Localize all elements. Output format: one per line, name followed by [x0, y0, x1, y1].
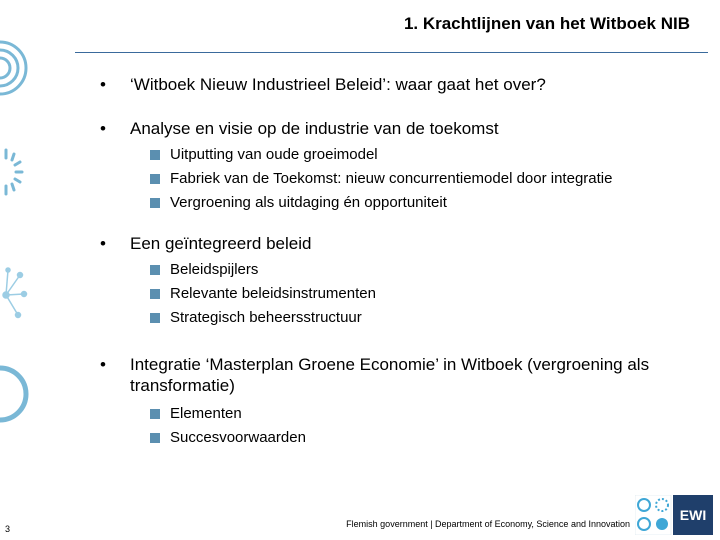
sub-list: [100, 402, 715, 450]
decorative-motifs: [0, 0, 40, 440]
bullet-item: [100, 118, 715, 215]
concentric-circles-icon: [0, 42, 26, 94]
bullet-dot: •: [100, 75, 106, 94]
bullet-item: [100, 354, 715, 450]
bullet-list: [100, 70, 715, 450]
bullet-item: [100, 233, 715, 330]
sub-item: Vergroening als uitdaging én opportuniteit: [100, 191, 715, 215]
sub-list: [100, 258, 715, 330]
sunburst-icon: [6, 150, 22, 194]
square-bullet-icon: [150, 289, 160, 299]
square-bullet-icon: [150, 265, 160, 275]
bullet-dot: •: [100, 234, 106, 253]
arc-icon: [0, 368, 26, 420]
bullet-dot: •: [100, 355, 106, 374]
sub-item: Beleidspijlers: [100, 258, 715, 282]
square-bullet-icon: [150, 433, 160, 443]
footer-text: Flemish government | Department of Economy, Science and Innovation: [346, 519, 630, 529]
square-bullet-icon: [150, 198, 160, 208]
logo-text: EWI: [679, 507, 707, 523]
square-bullet-icon: [150, 409, 160, 419]
logo-star-icon: [656, 518, 668, 530]
sub-item: Uitputting van oude groeimodel: [100, 143, 715, 167]
sub-list: [100, 143, 715, 215]
sub-item: Strategisch beheersstructuur: [100, 306, 715, 330]
square-bullet-icon: [150, 313, 160, 323]
bullet-item: [100, 74, 715, 95]
bullet-text: Een geïntegreerd beleid: [130, 234, 312, 253]
title-divider: [75, 52, 708, 53]
page-number: 3: [5, 524, 11, 534]
sub-item: Fabriek van de Toekomst: nieuw concurrentiemodel door integratie: [100, 167, 715, 191]
square-bullet-icon: [150, 174, 160, 184]
square-bullet-icon: [150, 150, 160, 160]
slide-title: 1. Krachtlijnen van het Witboek NIB: [403, 14, 690, 33]
bullet-text: ‘Witboek Nieuw Industrieel Beleid’: waar gaat het over?: [130, 75, 546, 94]
sub-item: Succesvoorwaarden: [100, 426, 715, 450]
bullet-dot: •: [100, 119, 106, 138]
bullet-text: Integratie ‘Masterplan Groene Economie’ in Witboek (vergroening als transformatie): [130, 355, 650, 395]
ewi-logo: [635, 495, 713, 535]
bullet-text: Analyse en visie op de industrie van de toekomst: [130, 119, 499, 138]
network-icon: [3, 268, 27, 318]
sub-item: Elementen: [100, 402, 715, 426]
sub-item: Relevante beleidsinstrumenten: [100, 282, 715, 306]
